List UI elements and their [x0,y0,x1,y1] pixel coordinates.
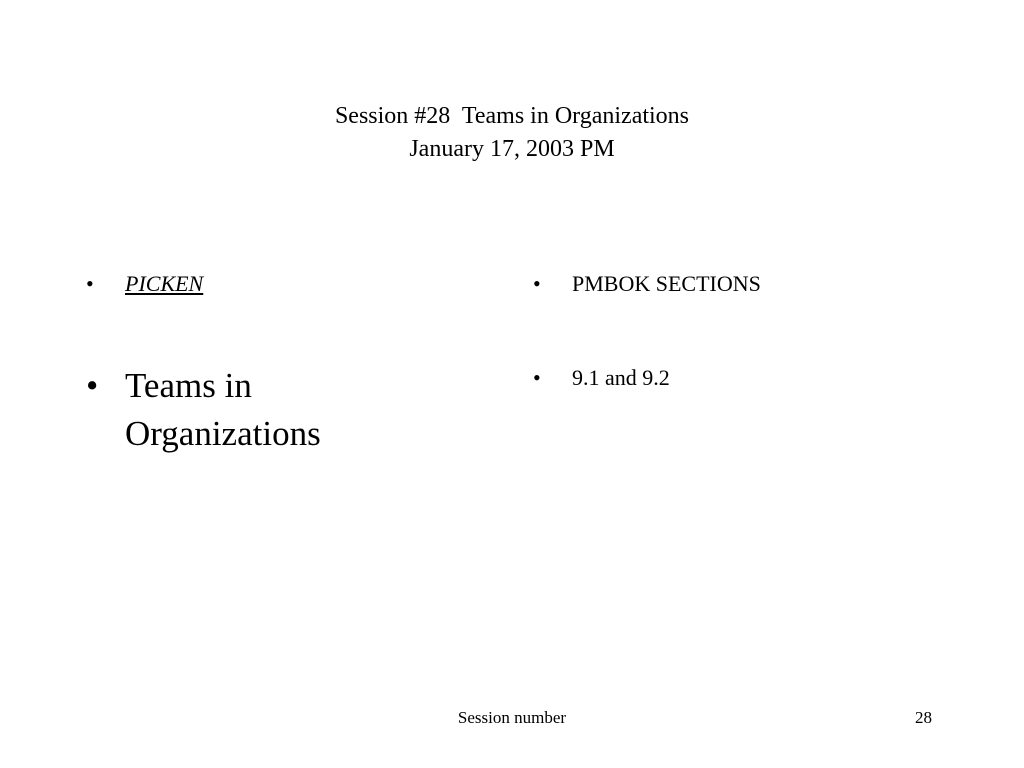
page-number: 28 [915,708,932,727]
bullet-item-teams [86,362,321,458]
bullet-text-teams-line-1: Teams in [125,366,252,405]
bullet-text-teams [125,362,321,458]
bullet-item-picken [86,266,203,302]
bullet-icon: • [533,271,541,296]
footer-label: Session number [457,708,567,727]
title-line-2: January 17, 2003 PM [409,136,615,162]
bullet-text-pmbok: PMBOK SECTIONS [572,271,761,296]
bullet-text-sections: 9.1 and 9.2 [572,365,670,390]
bullet-text-picken: PICKEN [125,271,204,296]
bullet-item-sections [533,360,670,396]
bullet-icon: • [533,365,541,390]
bullet-icon: • [86,366,99,405]
title-line-1: Session #28 Teams in Organizations [334,103,690,129]
bullet-text-teams-line-2: Organizations [125,414,321,453]
slide-title [0,100,1024,166]
bullet-icon: • [86,271,94,296]
bullet-item-pmbok [533,266,761,302]
